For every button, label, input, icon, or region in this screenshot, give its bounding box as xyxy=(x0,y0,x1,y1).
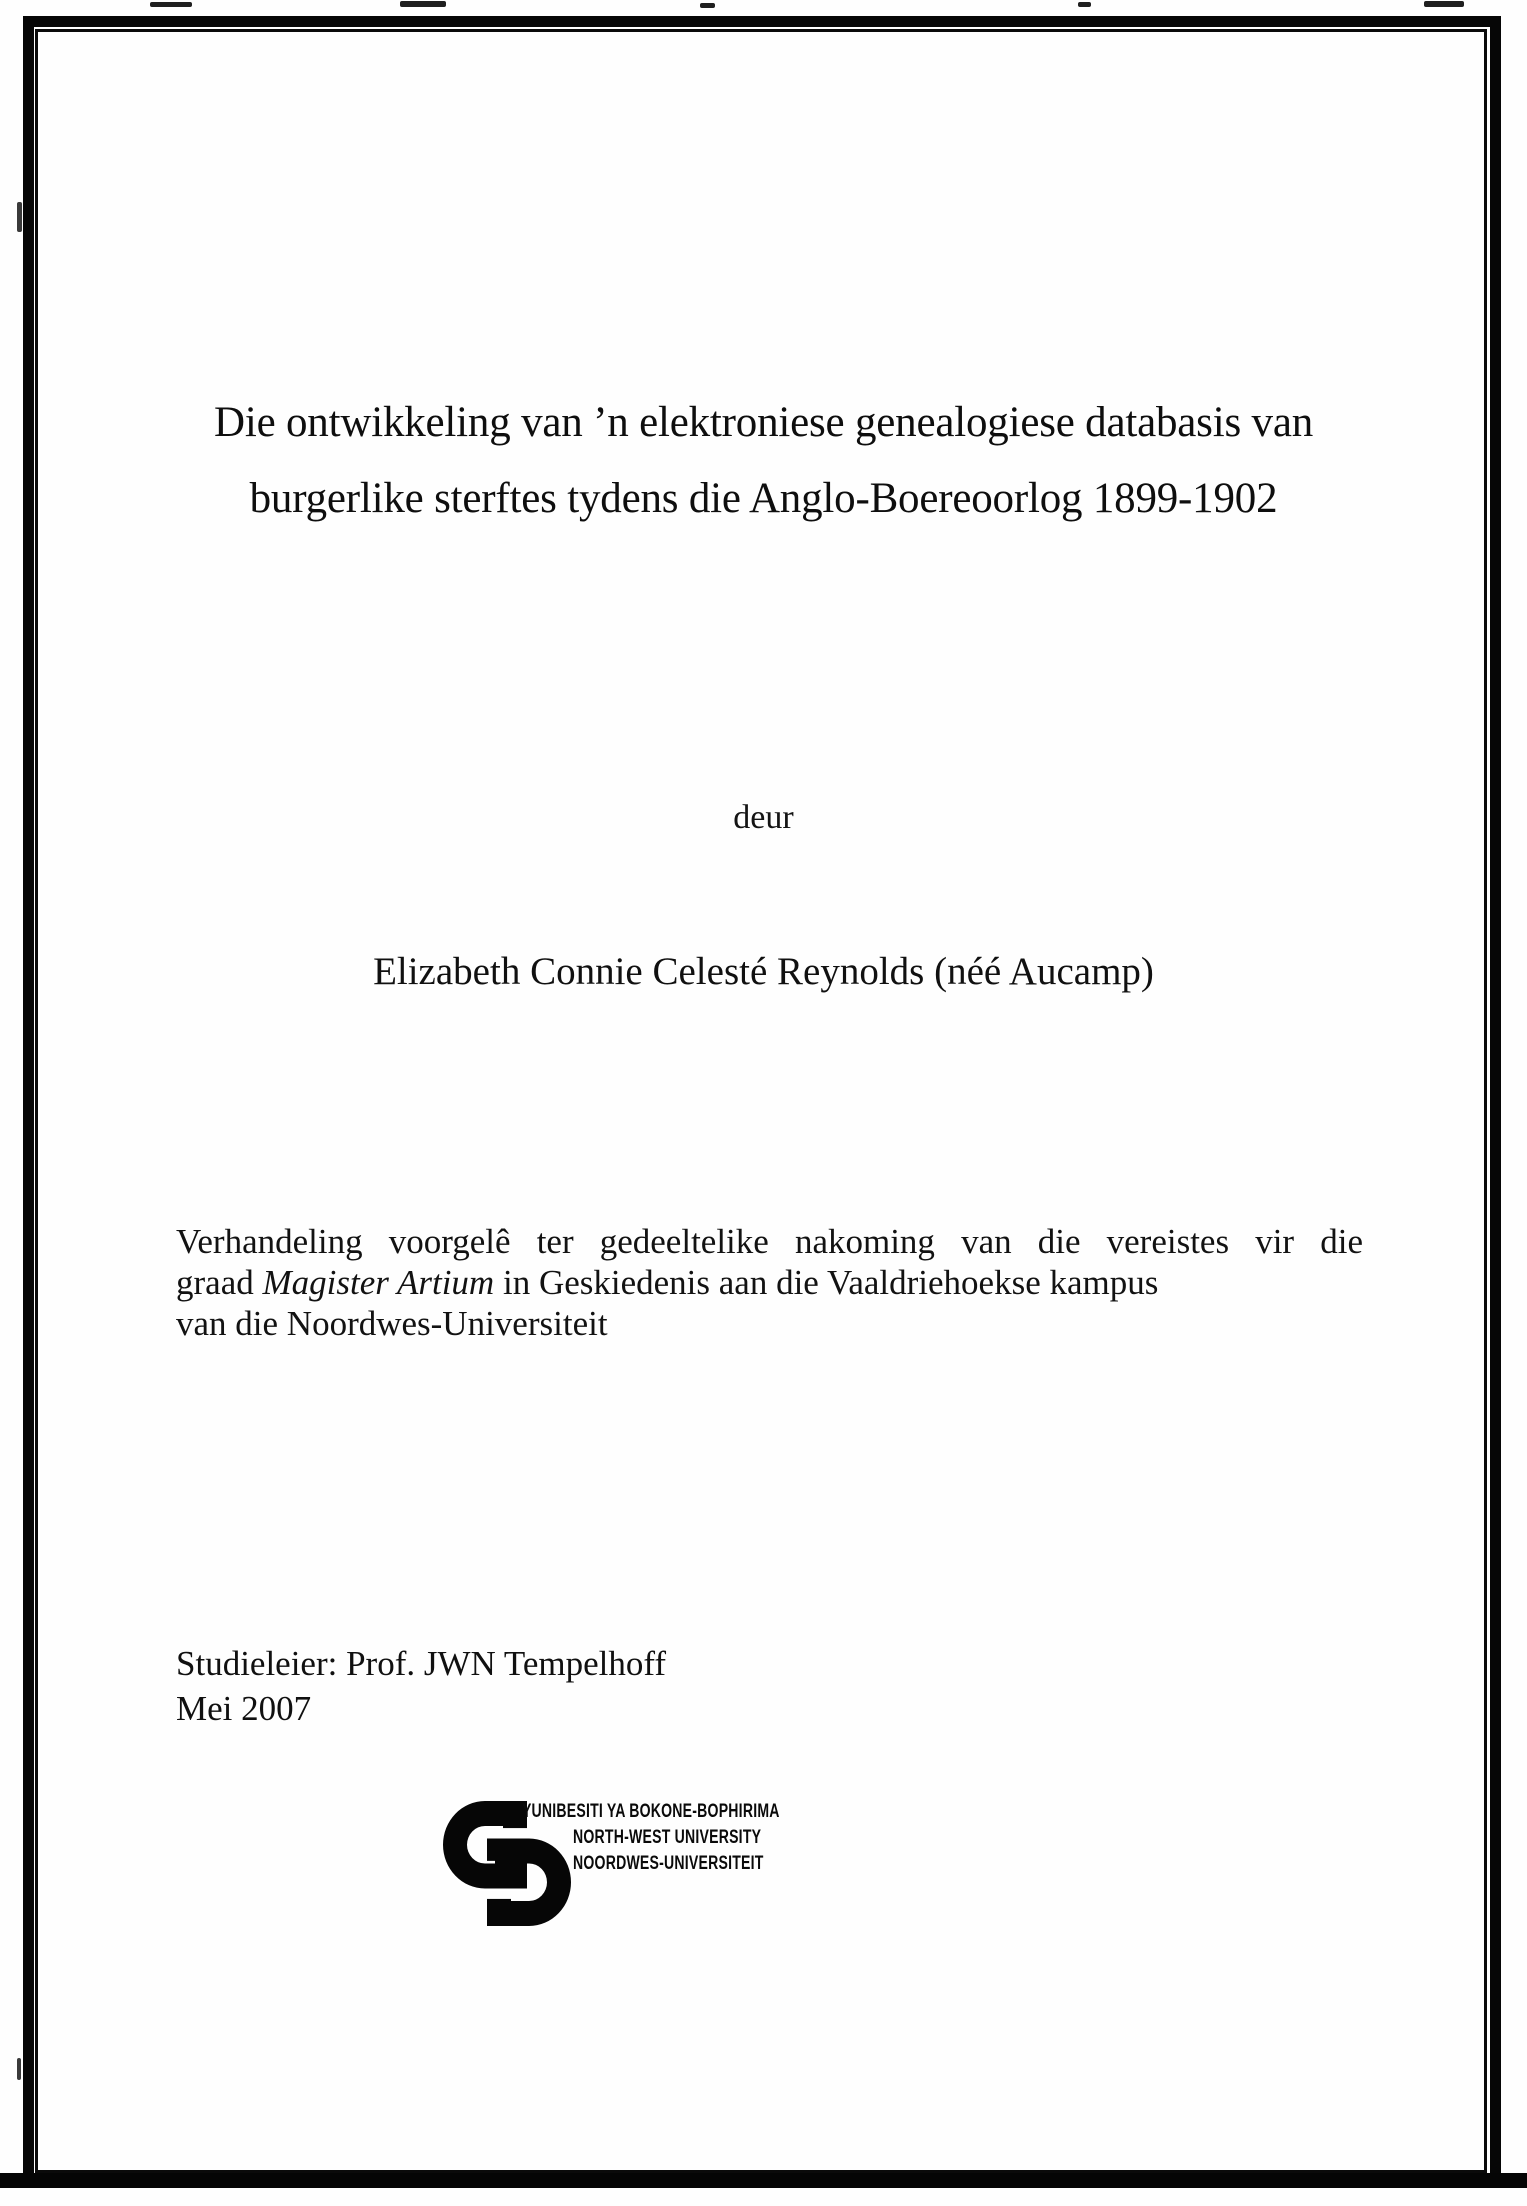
degree-statement-line2-pre: graad xyxy=(176,1263,254,1302)
degree-statement xyxy=(176,1221,1363,1344)
supervisor-block xyxy=(176,1641,666,1731)
thesis-title-line2: burgerlike sterftes tydens die Anglo-Boereoorlog 1899-1902 xyxy=(249,475,1278,522)
nwu-logo-text-setswana: YUNIBESITI YA BOKONE-BOPHIRIMA xyxy=(521,1801,780,1822)
scan-artifact xyxy=(1078,2,1091,7)
supervisor-line: Studieleier: Prof. JWN Tempelhoff xyxy=(176,1644,667,1683)
scan-artifact xyxy=(150,2,192,7)
degree-statement-line2-post: in Geskiedenis aan die Vaaldriehoekse kampus xyxy=(502,1263,1159,1302)
nwu-logo-link-upper xyxy=(443,1801,527,1889)
thesis-title-line1: Die ontwikkeling van ’n elektroniese genealogiese databasis van xyxy=(213,399,1314,446)
date-line: Mei 2007 xyxy=(176,1689,312,1728)
nwu-logo-text xyxy=(521,1799,780,1877)
thesis-title xyxy=(110,385,1417,537)
scan-artifact-bottom-edge xyxy=(0,2173,1527,2188)
degree-name-italic: Magister Artium xyxy=(262,1263,495,1302)
degree-statement-line1: Verhandeling voorgelê ter gedeeltelike nakoming van die vereistes vir die xyxy=(176,1222,1363,1261)
byline-label: deur xyxy=(733,799,794,836)
scan-artifact xyxy=(1424,1,1464,7)
scan-artifact xyxy=(700,3,715,8)
nwu-logo-text-english: NORTH-WEST UNIVERSITY xyxy=(573,1827,762,1848)
degree-statement-line2 xyxy=(176,1262,1363,1303)
scan-artifact xyxy=(17,2058,21,2080)
scan-artifact xyxy=(400,1,446,7)
scan-artifact xyxy=(17,202,22,232)
author-name: Elizabeth Connie Celesté Reynolds (néé Aucamp) xyxy=(373,950,1154,993)
nwu-logo-text-afrikaans: NOORDWES-UNIVERSITEIT xyxy=(573,1853,764,1874)
degree-statement-line3: van die Noordwes-Universiteit xyxy=(176,1304,608,1343)
